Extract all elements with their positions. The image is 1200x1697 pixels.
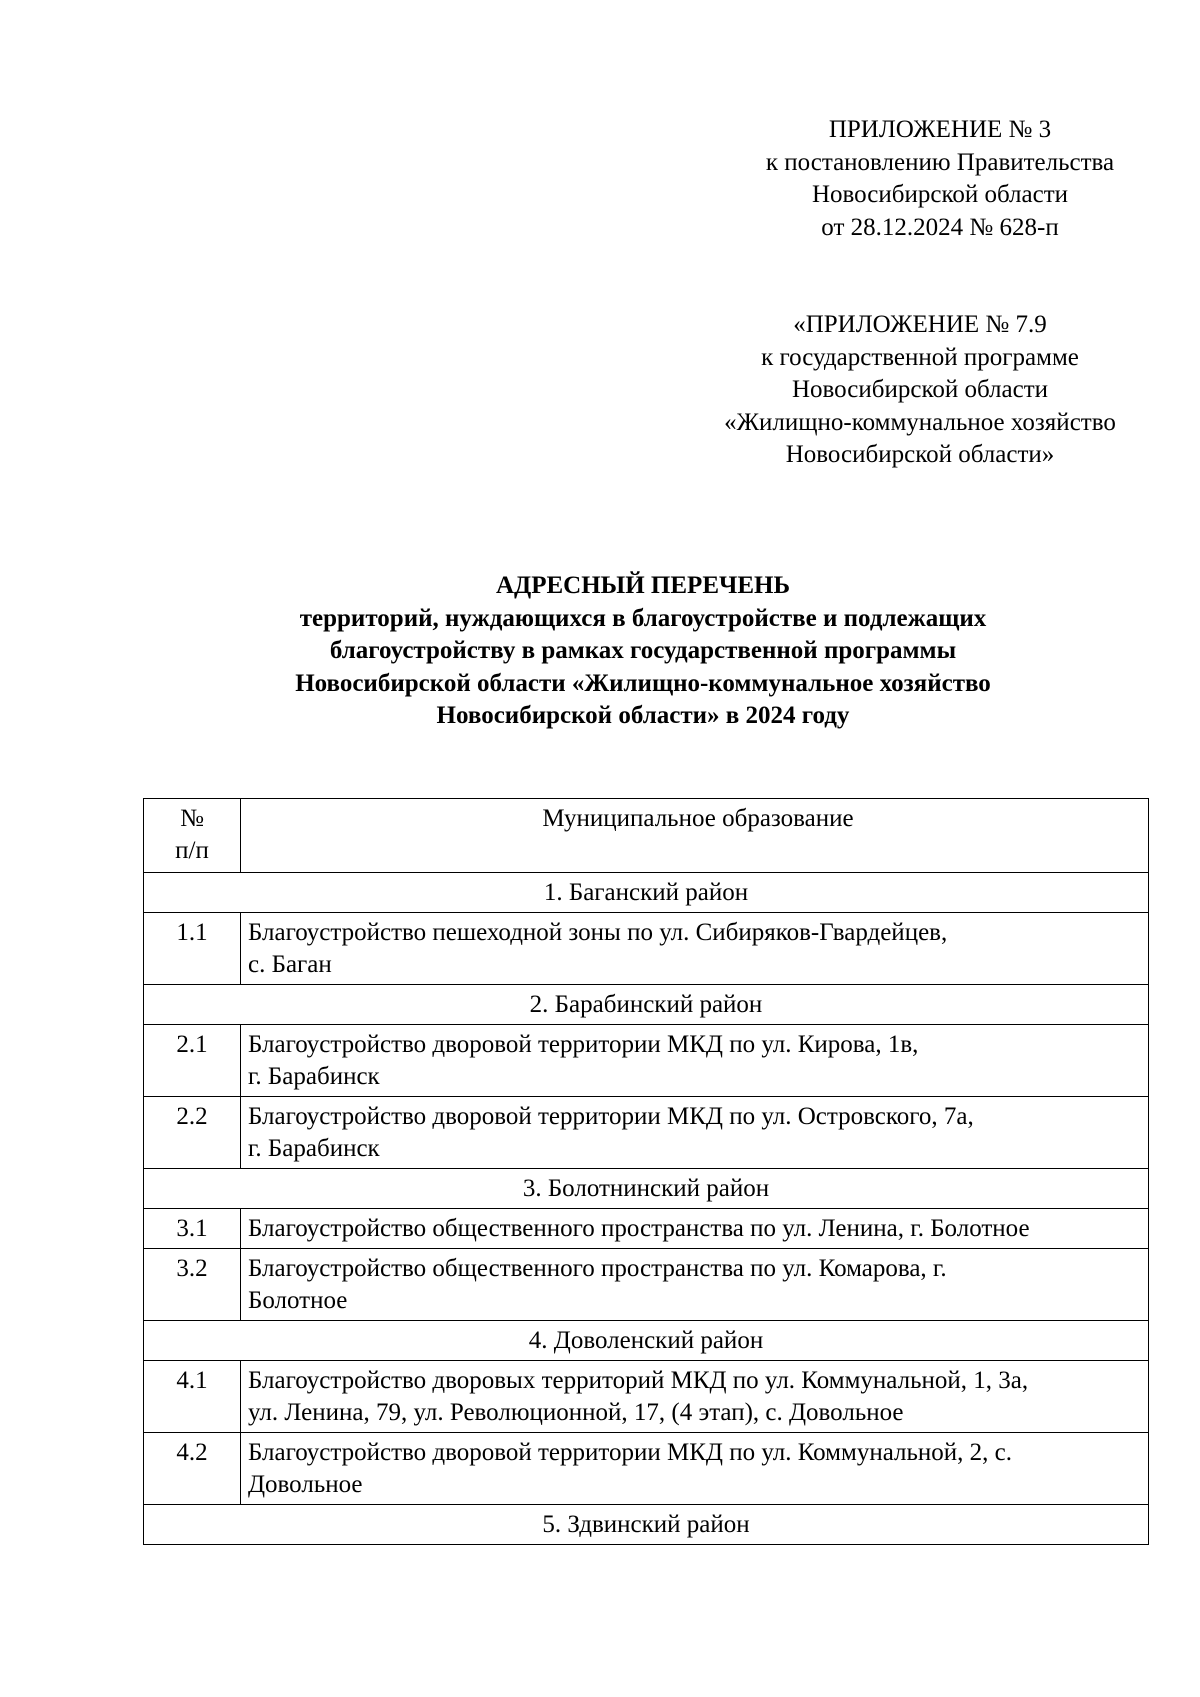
description-line: Благоустройство дворовой территории МКД по ул. Коммунальной, 2, с. <box>248 1439 1012 1466</box>
program-appendix-line: «Жилищно-коммунальное хозяйство <box>724 408 1116 436</box>
table-row <box>144 1025 1149 1097</box>
district-row <box>144 1321 1149 1361</box>
description-line: г. Барабинск <box>248 1063 380 1090</box>
table-row <box>144 1361 1149 1433</box>
territory-description <box>241 913 1149 985</box>
territory-description <box>241 1361 1149 1433</box>
territory-description <box>241 1025 1149 1097</box>
district-name: 3. Болотнинский район <box>144 1169 1149 1209</box>
appendix-line: ПРИЛОЖЕНИЕ № 3 <box>828 116 1052 143</box>
appendix-line: к постановлению Правительства <box>765 148 1115 176</box>
row-number: 2.2 <box>144 1097 241 1169</box>
program-appendix-line: Новосибирской области» <box>785 441 1055 468</box>
table-row <box>144 913 1149 985</box>
description-line: Благоустройство дворовых территорий МКД по ул. Коммунальной, 1, 3а, <box>248 1367 1029 1394</box>
program-appendix-line: к государственной программе <box>761 343 1079 371</box>
description-line: Благоустройство дворовой территории МКД по ул. Островского, 7а, <box>248 1103 974 1130</box>
district-name: 2. Барабинский район <box>144 985 1149 1025</box>
table-body <box>144 799 1149 1545</box>
row-number: 3.1 <box>144 1209 241 1249</box>
description-line: Болотное <box>248 1287 348 1314</box>
description-line: ул. Ленина, 79, ул. Революционной, 17, (4 этап), с. Довольное <box>248 1399 904 1426</box>
program-appendix-line: Новосибирской области <box>791 376 1049 403</box>
row-number: 2.1 <box>144 1025 241 1097</box>
district-row <box>144 1505 1149 1545</box>
header-number-cell <box>144 799 241 873</box>
address-list-table <box>143 798 1149 1545</box>
district-row <box>144 985 1149 1025</box>
territory-description <box>241 1433 1149 1505</box>
district-name: 4. Доволенский район <box>144 1321 1149 1361</box>
district-name: 1. Баганский район <box>144 873 1149 913</box>
title-line: Новосибирской области» в 2024 году <box>436 702 850 729</box>
table-row <box>144 1433 1149 1505</box>
district-row <box>144 1169 1149 1209</box>
table-row <box>144 1097 1149 1169</box>
header-name-cell: Муниципальное образование <box>241 799 1149 873</box>
description-line: Благоустройство общественного пространства по ул. Комарова, г. <box>248 1255 947 1282</box>
description-line: Довольное <box>248 1471 363 1498</box>
description-line: Благоустройство общественного пространства по ул. Ленина, г. Болотное <box>248 1215 1030 1242</box>
description-line: с. Баган <box>248 951 332 978</box>
row-number: 4.2 <box>144 1433 241 1505</box>
title-line: территорий, нуждающихся в благоустройстве и подлежащих <box>299 604 987 632</box>
table-row <box>144 1209 1149 1249</box>
territory-description <box>241 1249 1149 1321</box>
header-number-label: № <box>180 805 204 832</box>
row-number: 1.1 <box>144 913 241 985</box>
territory-description <box>241 1209 1149 1249</box>
district-row <box>144 873 1149 913</box>
appendix-heading <box>730 114 1150 244</box>
description-line: г. Барабинск <box>248 1135 380 1162</box>
title-line: АДРЕСНЫЙ ПЕРЕЧЕНЬ <box>495 572 790 599</box>
row-number: 4.1 <box>144 1361 241 1433</box>
description-line: Благоустройство пешеходной зоны по ул. Сибиряков-Гвардейцев, <box>248 919 948 946</box>
table-row <box>144 1249 1149 1321</box>
description-line: Благоустройство дворовой территории МКД по ул. Кирова, 1в, <box>248 1031 919 1058</box>
title-line: Новосибирской области «Жилищно-коммунальное хозяйство <box>295 669 991 697</box>
district-name: 5. Здвинский район <box>144 1505 1149 1545</box>
table-header-row <box>144 799 1149 873</box>
appendix-line: от 28.12.2024 № 628-п <box>821 213 1059 241</box>
row-number: 3.2 <box>144 1249 241 1321</box>
appendix-line: Новосибирской области <box>811 181 1069 208</box>
header-number-label: п/п <box>175 837 209 864</box>
document-title <box>130 570 1156 733</box>
territory-description <box>241 1097 1149 1169</box>
program-appendix-heading <box>680 309 1160 472</box>
title-line: благоустройству в рамках государственной программы <box>329 637 957 664</box>
program-appendix-line: «ПРИЛОЖЕНИЕ № 7.9 <box>793 311 1047 338</box>
